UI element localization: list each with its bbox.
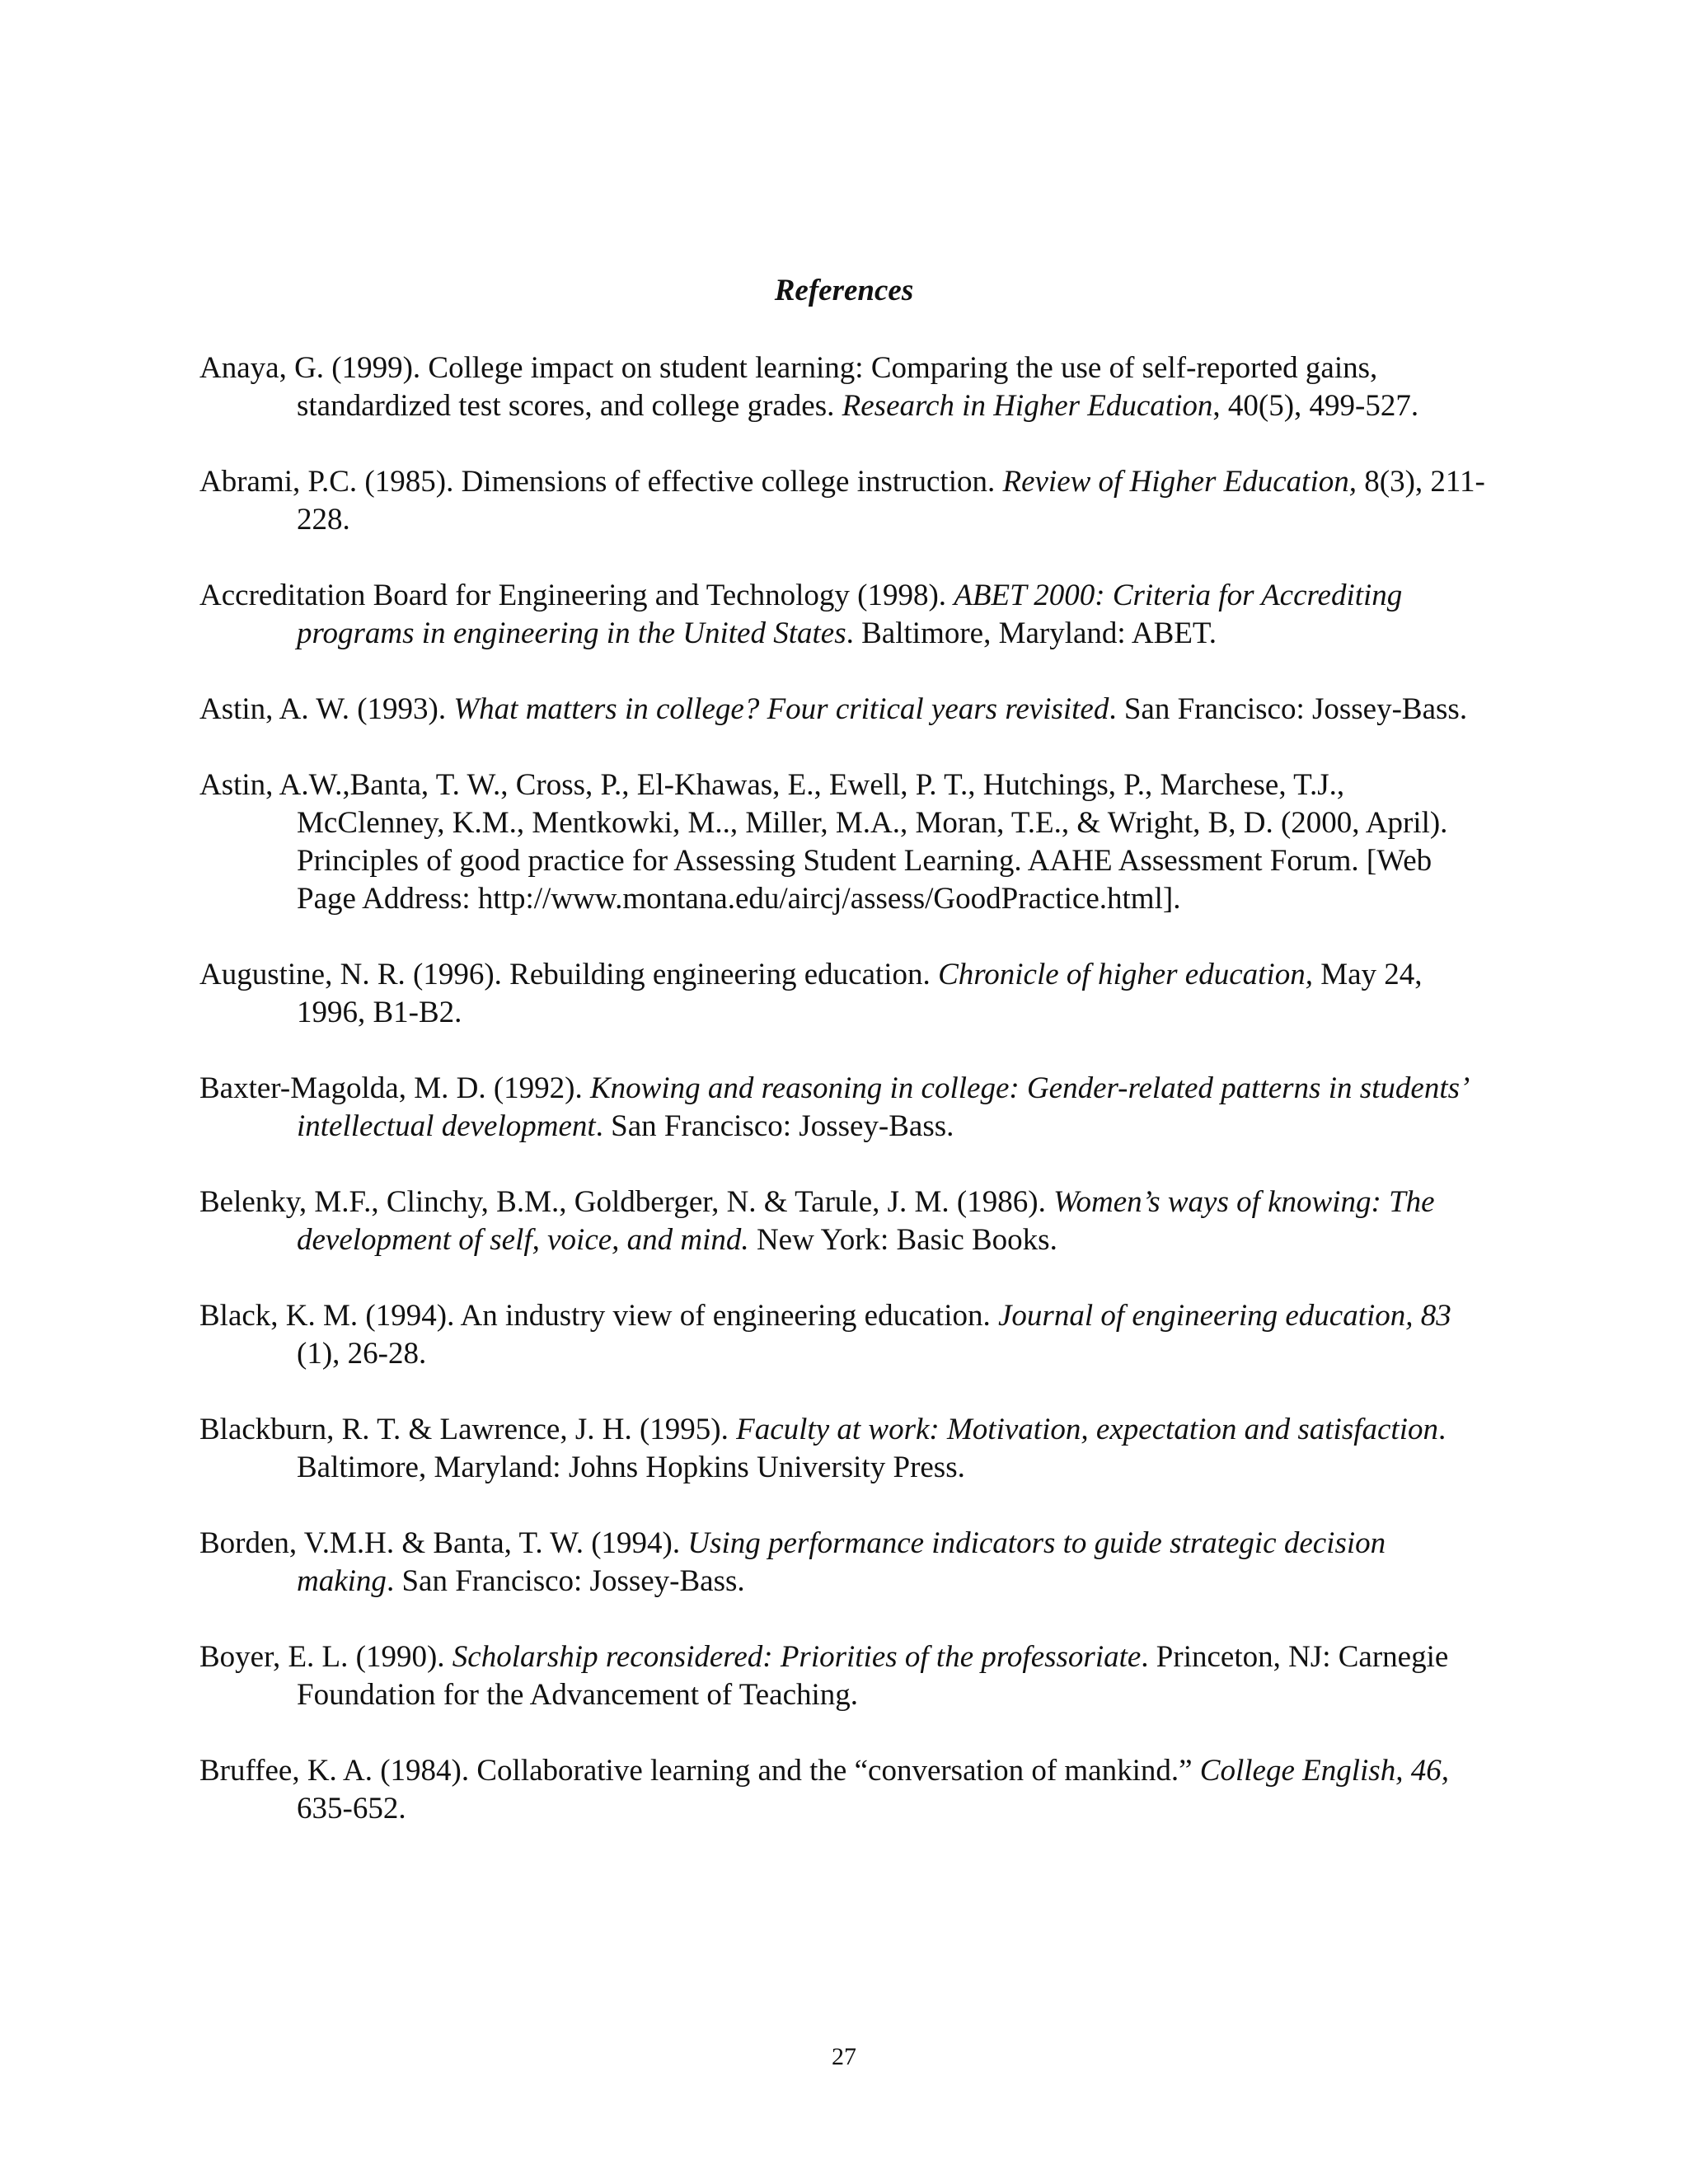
- reference-details: . Baltimore, Maryland: ABET.: [846, 616, 1217, 650]
- reference-details: New York: Basic Books.: [748, 1223, 1057, 1257]
- reference-entry: [199, 1183, 1485, 1259]
- reference-source: ABET 2000: Criteria for Accrediting programs in engineering in the United States: [297, 579, 1403, 650]
- reference-entry: [199, 1070, 1485, 1146]
- page-title: References: [774, 274, 914, 307]
- reference-text: Bruffee, K. A. (1984). Collaborative learning and the “conversation of mankind.”: [199, 1754, 1200, 1788]
- reference-list: [199, 349, 1485, 1866]
- reference-details: (1), 26-28.: [297, 1337, 427, 1371]
- page-number: 27: [832, 2043, 856, 2070]
- reference-source: Chronicle of higher education,: [938, 958, 1313, 991]
- reference-text: Belenky, M.F., Clinchy, B.M., Goldberger, N. & Tarule, J. M. (1986).: [199, 1185, 1054, 1219]
- reference-details: 635-652.: [297, 1792, 406, 1825]
- reference-entry: [199, 766, 1485, 918]
- reference-details: . Baltimore, Maryland: Johns Hopkins University Press.: [297, 1413, 1447, 1484]
- reference-source: Journal of engineering education, 83: [998, 1299, 1451, 1333]
- reference-text: Blackburn, R. T. & Lawrence, J. H. (1995).: [199, 1413, 737, 1446]
- reference-text: Borden, V.M.H. & Banta, T. W. (1994).: [199, 1526, 688, 1560]
- reference-source: Women’s ways of knowing: The development of self, voice, and mind.: [297, 1185, 1435, 1257]
- reference-source: Faculty at work: Motivation, expectation and satisfaction: [736, 1413, 1438, 1446]
- reference-entry: [199, 1525, 1485, 1601]
- reference-source: Review of Higher Education,: [1002, 465, 1357, 499]
- reference-text: Augustine, N. R. (1996). Rebuilding engineering education.: [199, 958, 939, 991]
- reference-entry: [199, 956, 1485, 1032]
- reference-details: , 40(5), 499-527.: [1212, 389, 1419, 423]
- reference-details: . San Francisco: Jossey-Bass.: [1109, 692, 1468, 726]
- reference-entry: [199, 349, 1485, 425]
- reference-text: Accreditation Board for Engineering and Technology (1998).: [199, 579, 954, 612]
- reference-entry: [199, 1752, 1485, 1828]
- reference-text: Abrami, P.C. (1985). Dimensions of effective college instruction.: [199, 465, 1003, 499]
- reference-text: Baxter-Magolda, M. D. (1992).: [199, 1071, 590, 1105]
- reference-source: Using performance indicators to guide strategic decision making: [297, 1526, 1386, 1598]
- reference-text: Black, K. M. (1994). An industry view of engineering education.: [199, 1299, 998, 1333]
- reference-source: What matters in college? Four critical years revisited: [453, 692, 1109, 726]
- reference-text: Astin, A.W.,Banta, T. W., Cross, P., El-Khawas, E., Ewell, P. T., Hutchings, P., Marchese, T.J., McClenney, K.M., Mentkowki, M.., Miller, M.A., Moran, T.E., & Wright, B, D. (2000, April). Principles of good practice for Assessing Student Learning. AAHE Assessment Forum. [Web Page Address: http://www.montana.edu/aircj/assess/GoodPractice.html].: [199, 768, 1448, 916]
- reference-entry: [199, 1638, 1485, 1714]
- reference-details: . San Francisco: Jossey-Bass.: [595, 1109, 954, 1143]
- reference-source: College English, 46,: [1199, 1754, 1449, 1788]
- reference-entry: [199, 691, 1485, 729]
- reference-text: Astin, A. W. (1993).: [199, 692, 454, 726]
- reference-source: Research in Higher Education: [842, 389, 1213, 423]
- reference-details: May 24, 1996, B1-B2.: [297, 958, 1423, 1029]
- reference-entry: [199, 463, 1485, 539]
- reference-text: Anaya, G. (1999). College impact on student learning: Comparing the use of self-reported gains, standardized test scores, and college grades.: [199, 351, 1378, 423]
- reference-source: Knowing and reasoning in college: Gender-related patterns in students’ intellectual development: [297, 1071, 1467, 1143]
- reference-entry: [199, 1297, 1485, 1373]
- reference-entry: [199, 1411, 1485, 1487]
- reference-details: . Princeton, NJ: Carnegie Foundation for the Advancement of Teaching.: [297, 1640, 1449, 1712]
- reference-entry: [199, 577, 1485, 653]
- reference-details: . San Francisco: Jossey-Bass.: [386, 1564, 745, 1598]
- reference-source: Scholarship reconsidered: Priorities of the professoriate: [452, 1640, 1142, 1674]
- reference-details: 8(3), 211-228.: [297, 465, 1485, 537]
- reference-text: Boyer, E. L. (1990).: [199, 1640, 452, 1674]
